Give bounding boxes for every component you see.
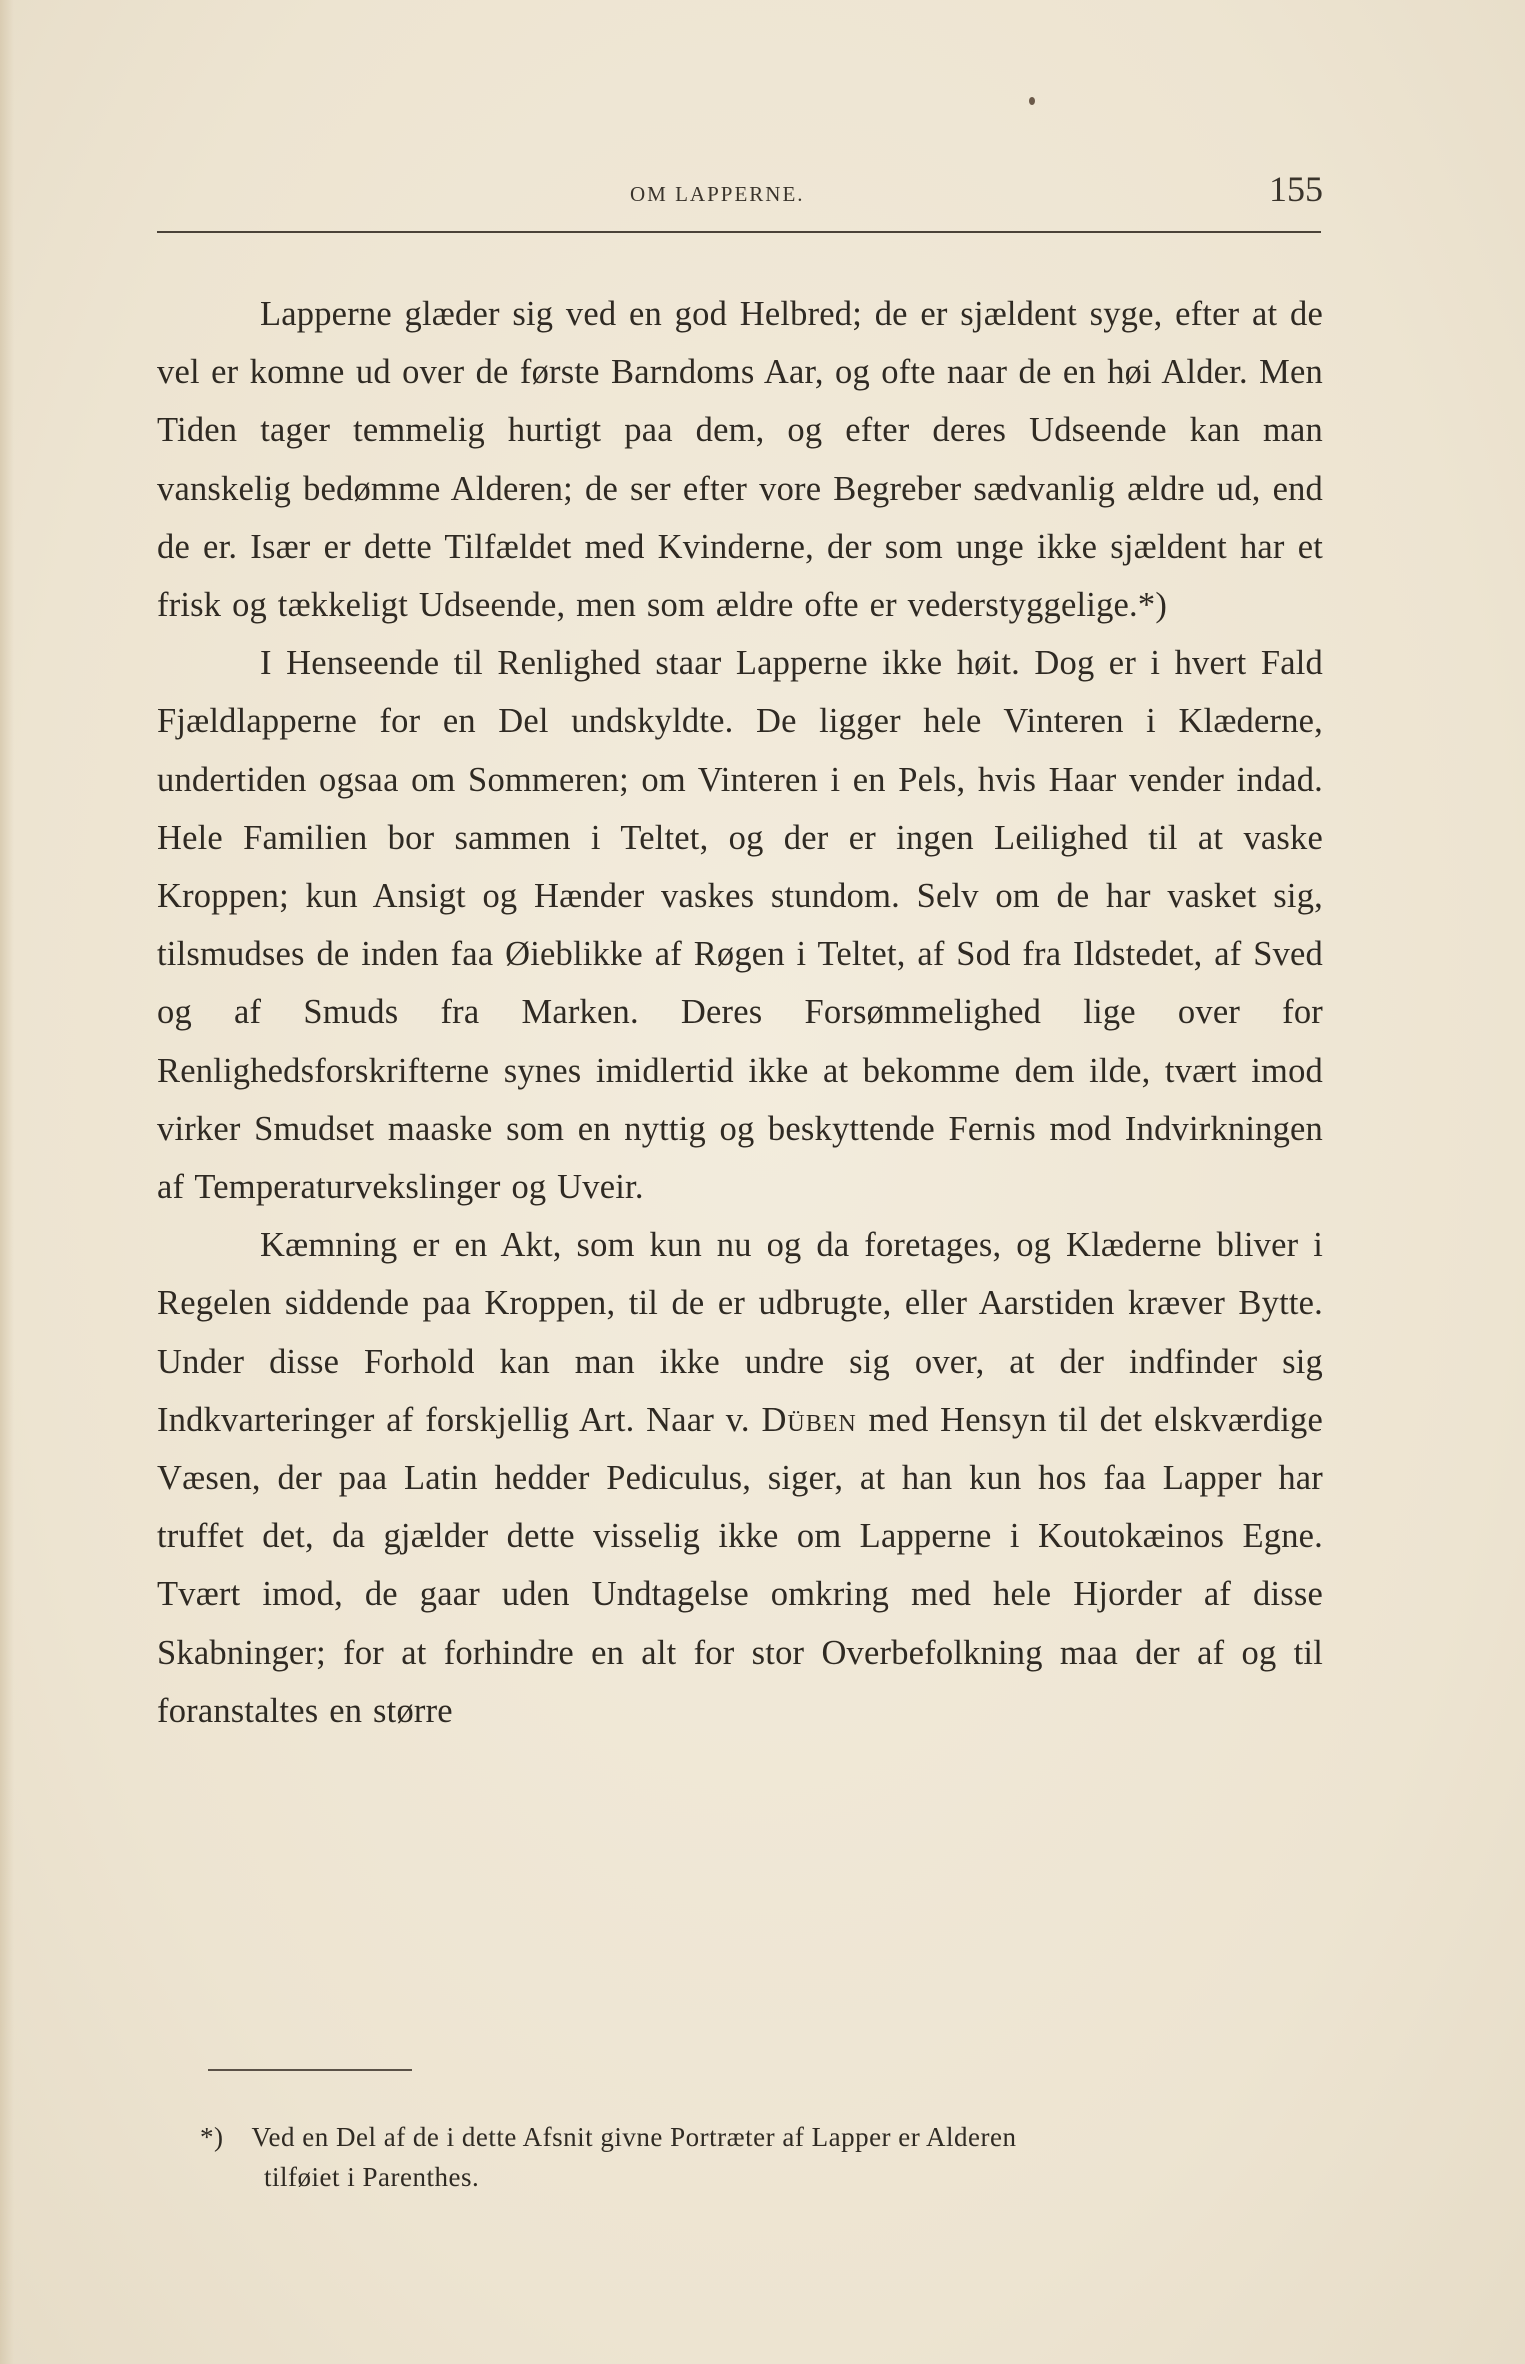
paragraph-health: Lapperne glæder sig ved en god Helbred; de er sjældent syge, efter at de vel er komne ud over de første Barndoms Aar, og ofte naar de en høi Alder. Men Tiden tager temmelig hurtigt paa dem, og efter deres Udseende kan man vanskelig bedømme Alderen; de ser efter vore Begreber sædvanlig ældre ud, end de er. Især er dette Tilfældet med Kvinderne, der som unge ikke sjældent har et frisk og tækkeligt Udseende, men som ældre ofte er vederstyggelige.*) [157,295,1323,625]
page-edge-shadow [0,0,14,2364]
paragraph-combing-part2: med Hensyn til det elskværdige Væsen, der paa Latin hedder Pediculus, siger, at han kun hos faa Lapper har truffet det, da gjælder dette visselig ikke om Lapperne i Koutokæinos Egne. Tvært imod, de gaar uden Undtagelse omkring med hele Hjorder af disse Skabninger; for at forhindre en alt for stor Overbefolkning maa der af og til foranstaltes en større [157,1400,1323,1730]
footnote-text-1: Ved en Del af de i dette Afsnit givne Portræter af Lapper er Alderen [251,2122,1017,2152]
paragraph-cleanliness: I Henseende til Renlighed staar Lapperne ikke høit. Dog er i hvert Fald Fjældlapperne for en Del undskyldte. De ligger hele Vinteren i Klæderne, undertiden ogsaa om Sommeren; om Vinteren i en Pels, hvis Haar vender indad. Hele Familien bor sammen i Teltet, og der er ingen Leilighed til at vaske Kroppen; kun Ansigt og Hænder vaskes stundom. Selv om de har vasket sig, tilsmudses de inden faa Øieblikke af Røgen i Teltet, af Sod fra Ildstedet, af Sved og af Smuds fra Marken. Deres Forsømmelighed lige over for Renlighedsforskrifterne synes imidlertid ikke at bekomme dem ilde, tvært imod virker Smudset maaske som en nyttig og beskyttende Fernis mod Indvirkningen af Temperaturvekslinger og Uveir. [157,644,1323,1207]
footnote-marker: *) [200,2122,224,2152]
footnote-line-2: tilføiet i Parenthes. [264,2162,480,2192]
ink-speck [1029,97,1035,105]
header-rule [157,231,1321,233]
footnote [200,2117,1325,2197]
body-text [157,285,1323,1740]
footnote-rule [208,2069,412,2071]
running-title: OM LAPPERNE. [630,182,805,206]
paragraph-combing [157,1216,1323,1740]
page-number: 155 [1269,169,1323,209]
paragraph-combing-part1: Kæmning er en Akt, som kun nu og da foretages, og Klæderne bliver i Regelen siddende paa Kroppen, til de er udbrugte, eller Aarstiden kræver Bytte. Under disse Forhold kan man ikke undre sig over, at der indfinder sig Indkvarteringer af forskjellig Art. Naar v. [157,1226,1323,1439]
running-head [160,168,1323,228]
author-name-duben: Düben [761,1400,857,1439]
footnote-line-1 [200,2117,1325,2157]
